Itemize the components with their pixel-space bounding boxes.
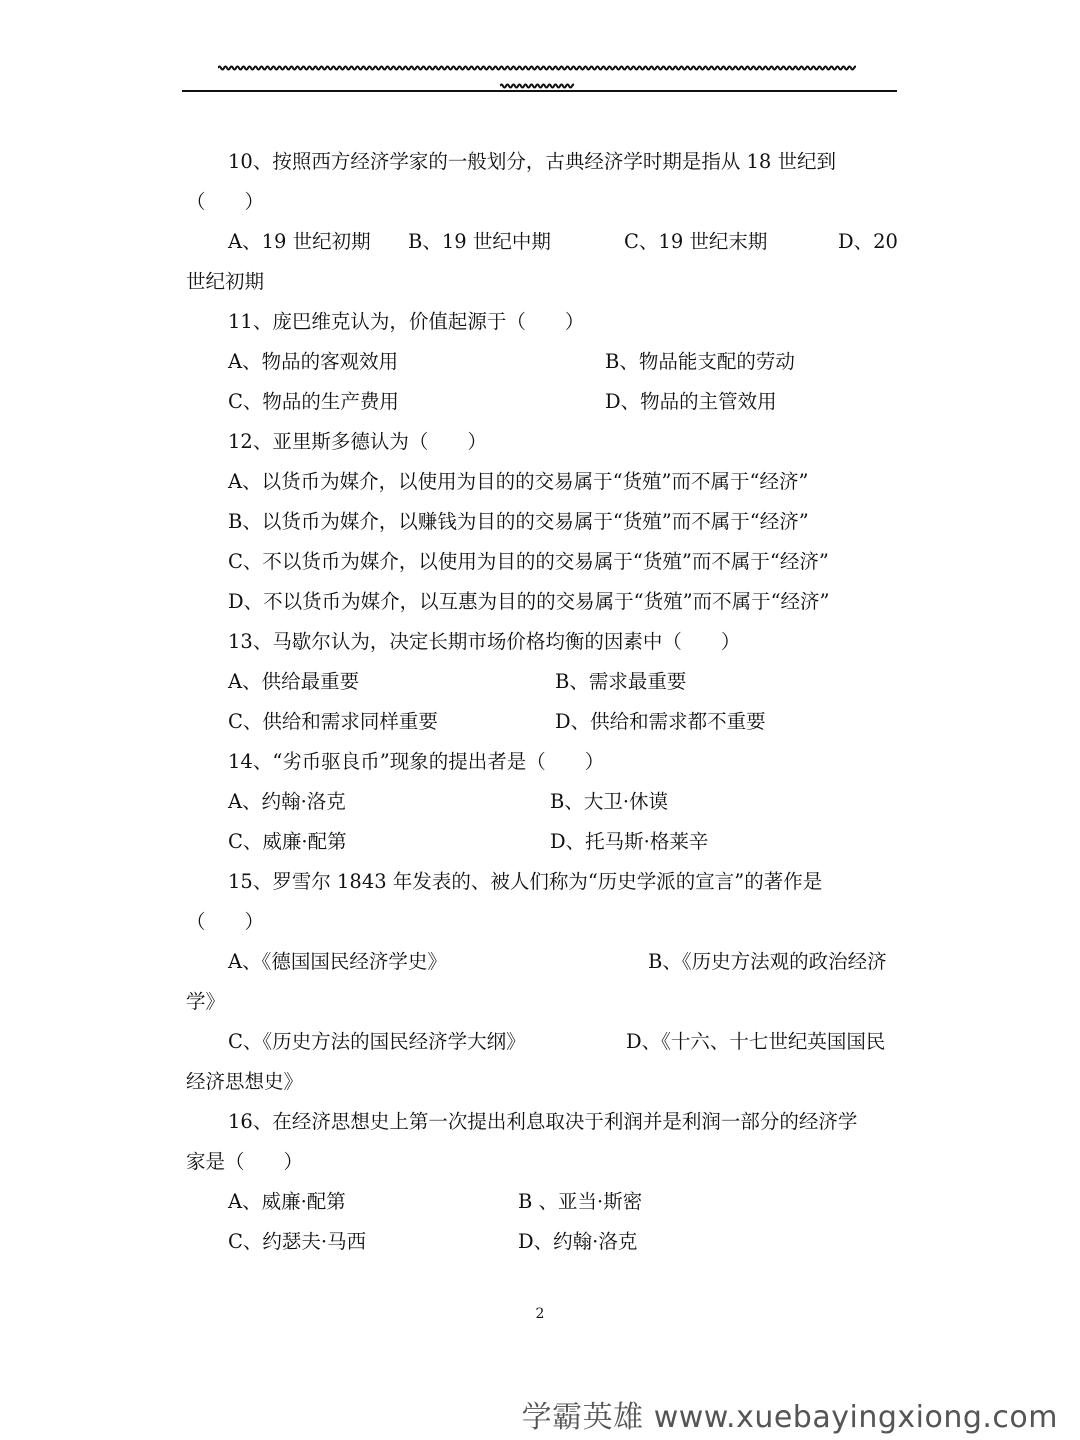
q16-option-c: C、约瑟夫·马西 xyxy=(228,1230,367,1253)
q13-option-c: C、供给和需求同样重要 xyxy=(228,710,438,733)
q11-option-d: D、物品的主管效用 xyxy=(605,390,777,413)
q16-option-a: A、威廉·配第 xyxy=(228,1190,346,1213)
q13-option-a: A、供给最重要 xyxy=(228,670,360,693)
q10-stem: 10、按照西方经济学家的一般划分，古典经济学时期是指从 18 世纪到 xyxy=(228,150,837,173)
q13-option-d: D、供给和需求都不重要 xyxy=(555,710,766,733)
q10-option-a: A、19 世纪初期 xyxy=(228,230,371,253)
q14-option-c: C、威廉·配第 xyxy=(228,830,347,853)
page-number: 2 xyxy=(535,1306,545,1322)
q10-option-b: B、19 世纪中期 xyxy=(408,230,551,253)
q15-option-b-cont: 学》 xyxy=(186,990,226,1013)
q15-option-b: B、《历史方法观的政治经济 xyxy=(648,950,887,973)
q16-stem-cont: 家是（ ） xyxy=(186,1150,304,1173)
q14-option-d: D、托马斯·格莱辛 xyxy=(550,830,709,853)
q10-option-d: D、20 xyxy=(838,230,898,253)
header-rule xyxy=(182,90,897,92)
q15-option-c: C、《历史方法的国民经济学大纲》 xyxy=(228,1030,526,1053)
q15-option-d-cont: 经济思想史》 xyxy=(186,1070,304,1093)
q13-option-b: B、需求最重要 xyxy=(555,670,687,693)
q12-option-a: A、以货币为媒介，以使用为目的的交易属于“货殖”而不属于“经济” xyxy=(228,470,809,493)
q15-option-d: D、《十六、十七世纪英国国民 xyxy=(626,1030,886,1053)
q15-option-a: A、《德国国民经济学史》 xyxy=(228,950,447,973)
q13-stem: 13、马歇尔认为，决定长期市场价格均衡的因素中（ ） xyxy=(228,630,741,653)
q12-option-b: B、以货币为媒介，以赚钱为目的的交易属于“货殖”而不属于“经济” xyxy=(228,510,809,533)
q11-option-a: A、物品的客观效用 xyxy=(228,350,399,373)
q16-stem: 16、在经济思想史上第一次提出利息取决于利润并是利润一部分的经济学 xyxy=(228,1110,858,1133)
q10-option-c: C、19 世纪末期 xyxy=(624,230,768,253)
q11-option-b: B、物品能支配的劳动 xyxy=(605,350,795,373)
q12-stem: 12、亚里斯多德认为（ ） xyxy=(228,430,487,453)
q14-stem: 14、“劣币驱良币”现象的提出者是（ ） xyxy=(228,750,605,773)
q15-stem: 15、罗雪尔 1843 年发表的、被人们称为“历史学派的宣言”的著作是 xyxy=(228,870,823,893)
q11-option-c: C、物品的生产费用 xyxy=(228,390,399,413)
q12-option-d: D、不以货币为媒介，以互惠为目的的交易属于“货殖”而不属于“经济” xyxy=(228,590,830,613)
q12-option-c: C、不以货币为媒介，以使用为目的的交易属于“货殖”而不属于“经济” xyxy=(228,550,829,573)
site-watermark: 学霸英雄 www.xuebayingxiong.com xyxy=(521,1400,1058,1435)
header-wavy-line xyxy=(218,60,856,76)
q16-option-d: D、约翰·洛克 xyxy=(518,1230,638,1253)
q14-option-b: B、大卫·休谟 xyxy=(550,790,669,813)
q11-stem: 11、庞巴维克认为，价值起源于（ ） xyxy=(228,310,585,333)
q10-option-d-cont: 世纪初期 xyxy=(186,270,265,293)
q16-option-b: B 、亚当·斯密 xyxy=(518,1190,643,1213)
q15-paren: （ ） xyxy=(186,910,265,933)
q14-option-a: A、约翰·洛克 xyxy=(228,790,346,813)
q10-paren: （ ） xyxy=(186,190,265,213)
